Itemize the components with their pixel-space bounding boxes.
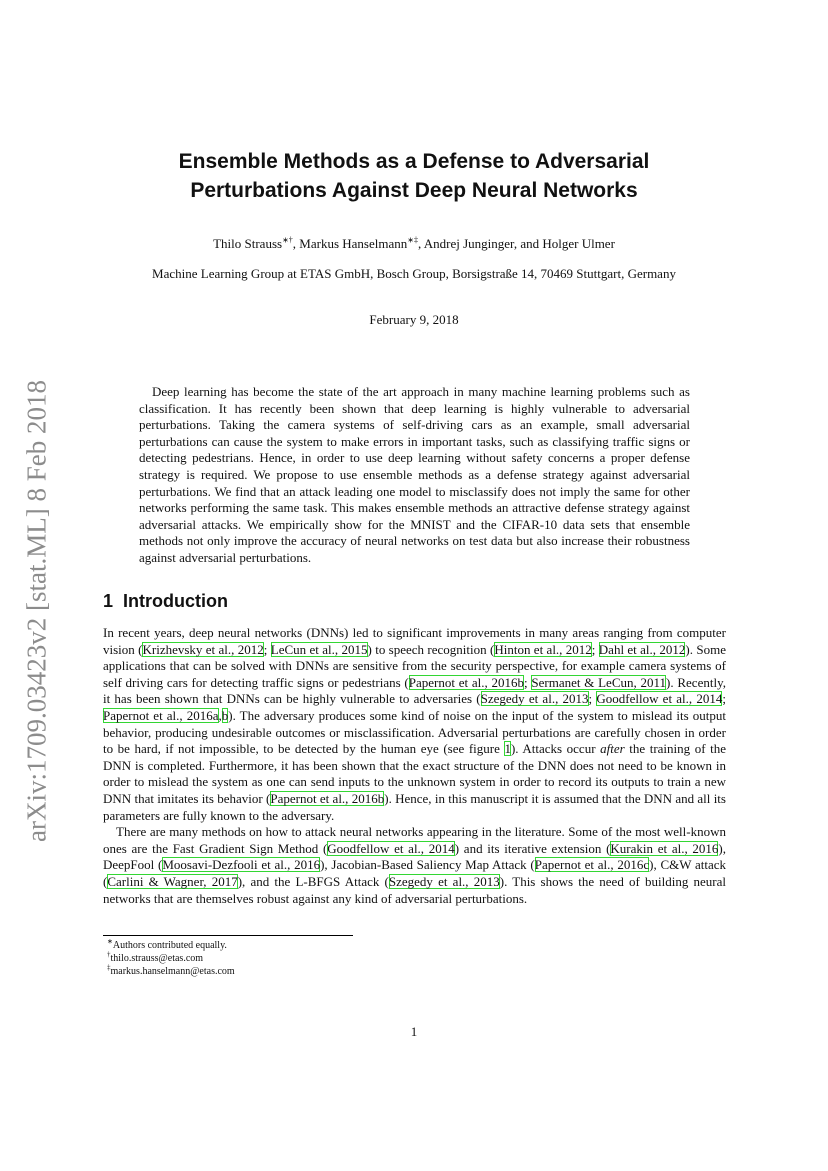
citation-link[interactable]: Szegedy et al., 2013 <box>480 691 589 707</box>
citation-link[interactable]: Goodfellow et al., 2014 <box>596 691 723 707</box>
footnote-text: markus.hanselmann@etas.com <box>110 966 235 978</box>
text-run: ), and the L-BFGS Attack ( <box>237 873 389 889</box>
affiliation: Machine Learning Group at ETAS GmbH, Bosch Group, Borsigstraße 14, 70469 Stuttgart, Germany <box>152 266 676 281</box>
text-run: ), DeepFool ( <box>103 840 726 873</box>
footnote-mark: ∗ <box>107 937 113 946</box>
text-run: ), C&W attack ( <box>103 857 727 889</box>
footnote-mark: † <box>107 950 111 959</box>
arxiv-stamp: arXiv:1709.03423v2 [stat.ML] 8 Feb 2018 <box>21 380 52 842</box>
footnotes <box>103 939 235 979</box>
paper-title: Ensemble Methods as a Defense to Adversarial Perturbations Against Deep Neural Networks <box>178 150 650 202</box>
citation-link[interactable]: Papernot et al., 2016b <box>270 790 385 806</box>
footnote <box>103 939 235 952</box>
citation-link[interactable]: Goodfellow et al., 2014 <box>327 840 455 856</box>
text-run: ; <box>588 691 597 707</box>
section-heading <box>103 590 228 612</box>
footnote <box>103 952 235 965</box>
text-run: ; <box>591 641 599 657</box>
author-marks: ∗† <box>282 235 293 245</box>
citation-link[interactable]: Szegedy et al., 2013 <box>388 873 500 889</box>
footnote-text: Authors contributed equally. <box>112 940 227 951</box>
citation-link[interactable]: Papernot et al., 2016a <box>103 707 219 723</box>
citation-link[interactable]: Papernot et al., 2016b <box>408 674 525 690</box>
footnote-text: thilo.strauss@etas.com <box>110 953 204 965</box>
paper-date: February 9, 2018 <box>369 312 459 327</box>
citation-link[interactable]: Kurakin et al., 2016 <box>610 840 719 856</box>
intro-paragraph-1 <box>103 625 726 824</box>
author-list <box>100 236 728 252</box>
abstract: Deep learning has become the state of the art approach in many machine learning problems such as classification. It has recently been shown that deep learning is highly vulnerable to adversarial perturbations. Taking the camera systems of self-driving cars as an example, small adversarial perturbations can cause the system to make errors in important tasks, such as classifying traffic signs or detecting pedestrians. Hence, in order to use deep learning without safety concerns a proper defense strategy is required. We propose to use ensemble methods as a defense strategy against adversarial perturbations. We find that an attack leading one model to misclassify does not imply the same for other networks performing the same task. This makes ensemble methods an attractive defense strategy against adversarial attacks. We empirically show for the MNIST and the CIFAR-10 data sets that ensemble methods not only improve the accuracy of neural networks on test data but also increase their robustness against adversarial perturbations. <box>139 384 690 565</box>
text-run: ). Hence, in this manuscript it is assumed that the DNN and all its parameters are fully known to the adversary. <box>103 790 726 823</box>
introduction-body <box>103 625 726 907</box>
emphasis: after <box>600 741 625 757</box>
section-number: 1 <box>103 591 114 611</box>
text-run: ; <box>722 691 726 707</box>
footnote-rule <box>103 935 353 936</box>
text-run: ). The adversary produces some kind of noise on the input of the system to mislead its output behavior, producing undesirable outcomes or misclassification. Adversarial perturbations are carefully chosen in order to be hard, if not impossible, to be detected by the human eye (see figure <box>103 707 726 757</box>
citation-link[interactable]: Papernot et al., 2016c <box>534 857 650 873</box>
text-run: ). This shows the need of building neural networks that are themselves robust against any kind of adversarial perturbations. <box>103 873 727 906</box>
text-run: ) and its iterative extension ( <box>454 840 611 856</box>
citation-link[interactable]: Dahl et al., 2012 <box>598 641 686 657</box>
footnote <box>103 965 235 978</box>
citation-link[interactable]: Hinton et al., 2012 <box>494 641 592 657</box>
author-name: Thilo Strauss <box>213 236 283 251</box>
text-run: ). Some applications that can be solved with DNNs are sensitive from the security perspective, for example camera systems of self driving cars for detecting traffic signs or pedestrians ( <box>103 641 726 690</box>
author-name: , Markus Hanselmann <box>292 236 408 251</box>
text-run: There are many methods on how to attack neural networks appearing in the literature. Some of the most well-known ones are the Fast Gradient Sign Method ( <box>103 824 726 856</box>
section-title: Introduction <box>123 591 229 611</box>
author-marks: ∗‡ <box>407 235 418 245</box>
page-number: 1 <box>410 1024 418 1039</box>
citation-link[interactable]: LeCun et al., 2015 <box>270 641 368 657</box>
text-run: ; <box>263 641 271 657</box>
citation-link[interactable]: Moosavi-Dezfooli et al., 2016 <box>162 857 321 873</box>
text-run: ; <box>524 674 532 690</box>
text-run: In recent years, deep neural networks (DNNs) led to significant improvements in many areas ranging from computer vision ( <box>103 625 726 657</box>
intro-paragraph-2 <box>103 824 726 907</box>
text-run: ). Attacks occur <box>510 741 601 757</box>
author-names-rest: , Andrej Junginger, and Holger Ulmer <box>417 236 615 251</box>
text-run: the training of the DNN is completed. Furthermore, it has been shown that the exact structure of the DNN does not need to be known in order to mislead the system as one can send inputs to the unknown system in order to record its outputs to train a new DNN that imitates its behavior ( <box>103 741 726 806</box>
text-run: ), Jacobian-Based Saliency Map Attack ( <box>320 857 535 873</box>
text-run: , <box>218 707 222 723</box>
citation-link[interactable]: Sermanet & LeCun, 2011 <box>531 674 667 690</box>
figure-reference-link[interactable]: 1 <box>504 741 511 757</box>
citation-link[interactable]: Krizhevsky et al., 2012 <box>142 641 264 657</box>
text-run: ) to speech recognition ( <box>367 641 495 657</box>
text-run: ). Recently, it has been shown that DNNs can be highly vulnerable to adversaries ( <box>103 674 726 707</box>
footnote-mark: ‡ <box>107 964 111 973</box>
citation-link[interactable]: Carlini & Wagner, 2017 <box>107 873 238 889</box>
citation-link[interactable]: b <box>221 707 229 723</box>
